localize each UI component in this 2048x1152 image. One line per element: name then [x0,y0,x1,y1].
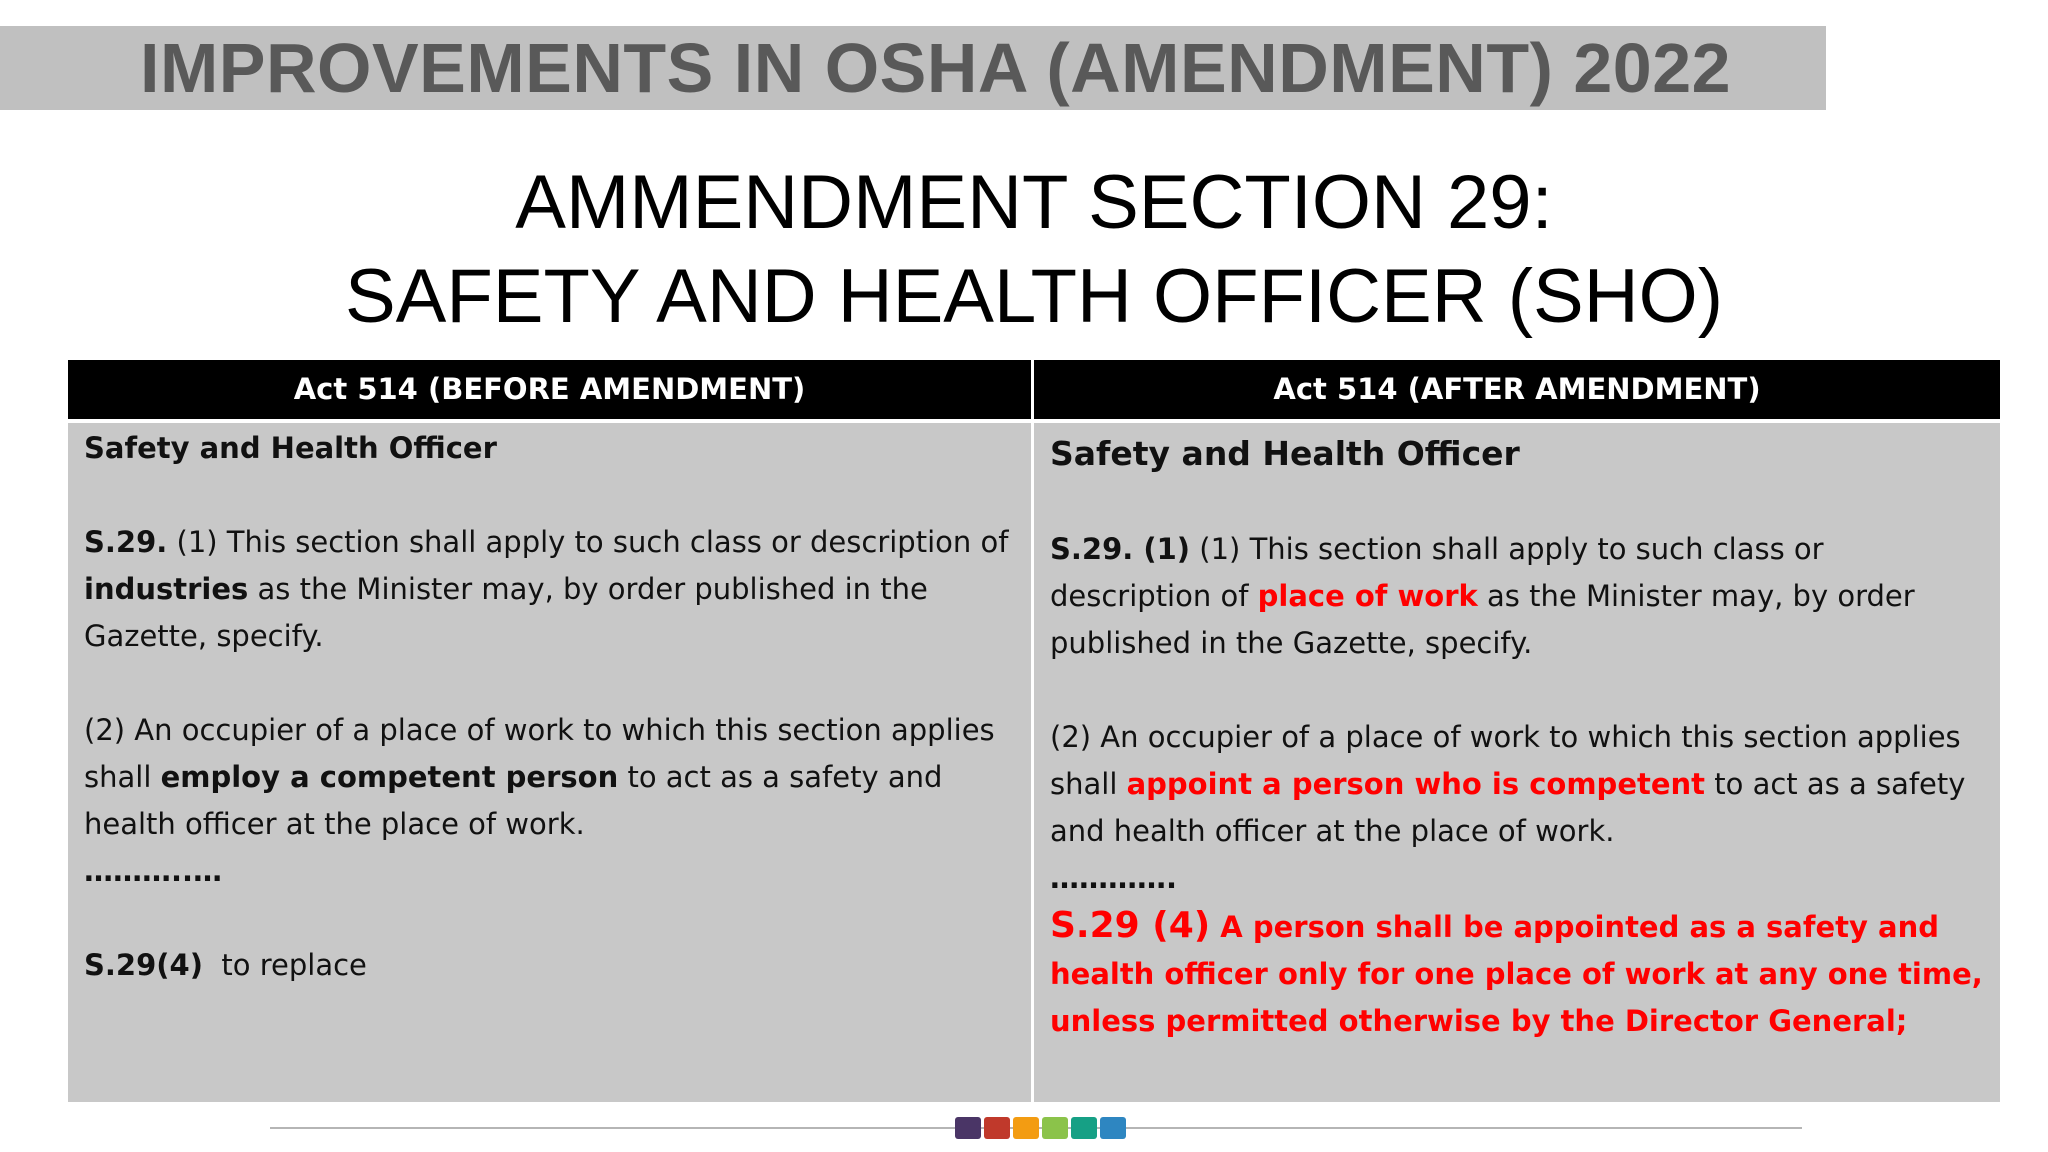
slide-title-line-1: AMMENDMENT SECTION 29: [515,160,1553,245]
before-s2-keyword: employ a competent person [160,760,619,794]
before-heading: Safety and Health Officer [84,431,497,465]
after-s4-text: A person shall be appointed as a safety and health officer only for one place of work at any one time, unless permitted otherwise by the Director General; [1050,910,1983,1038]
header-banner [0,26,1826,110]
before-s2-text-a: (2) An occupier of a place of work to which this section applies shall [84,713,995,794]
before-s2-text-b: to act as a safety and health officer at the place of work. [84,760,943,841]
comparison-table [68,360,2000,1102]
before-subsection-2 [84,707,1021,848]
before-s1-keyword: industries [84,572,249,606]
color-square-4 [1042,1117,1068,1139]
after-s2-text-a: (2) An occupier of a place of work to which this section applies shall [1050,720,1961,801]
before-s4-text: to replace [202,948,367,982]
column-body-before [68,423,1031,1102]
after-s2-changed-text: appoint a person who is competent [1126,767,1706,801]
slide-title [0,156,2048,344]
color-square-5 [1071,1117,1097,1139]
footer-color-strip [955,1117,1126,1139]
after-s4-ref: S.29 (4) [1050,905,1211,946]
color-square-3 [1013,1117,1039,1139]
after-s1-changed-text: place of work [1257,579,1478,613]
after-subsection-2 [1050,714,1992,855]
column-body-after [1034,423,2000,1102]
after-ellipsis: …………. [1050,861,1178,895]
after-subsection-1 [1050,526,1992,667]
column-header-before: Act 514 (BEFORE AMENDMENT) [68,360,1031,419]
before-s1-text-a: (1) This section shall apply to such class or description of [167,525,1009,559]
color-square-6 [1100,1117,1126,1139]
before-subsection-1 [84,519,1021,660]
color-square-1 [955,1117,981,1139]
after-s1-text-b: as the Minister may, by order published in the Gazette, specify. [1050,579,1915,660]
color-square-2 [984,1117,1010,1139]
after-s1-ref: S.29. (1) [1050,532,1191,566]
after-s2-text-b: to act as a safety and health officer at the place of work. [1050,767,1966,848]
slide-title-line-2: SAFETY AND HEALTH OFFICER (SHO) [344,254,1724,339]
before-s1-text-b: as the Minister may, by order published in the Gazette, specify. [84,572,928,653]
column-header-after: Act 514 (AFTER AMENDMENT) [1034,360,2000,419]
after-s1-text-a: (1) This section shall apply to such class or description of [1050,532,1824,613]
before-subsection-4 [84,942,1021,989]
after-heading: Safety and Health Officer [1050,434,1520,473]
before-s4-ref: S.29(4) [84,948,203,982]
banner-title: IMPROVEMENTS IN OSHA (AMENDMENT) 2022 [140,29,1732,107]
after-subsection-4 [1050,902,1992,1045]
before-s1-ref: S.29. [84,525,168,559]
before-ellipsis: ………..… [84,854,223,888]
